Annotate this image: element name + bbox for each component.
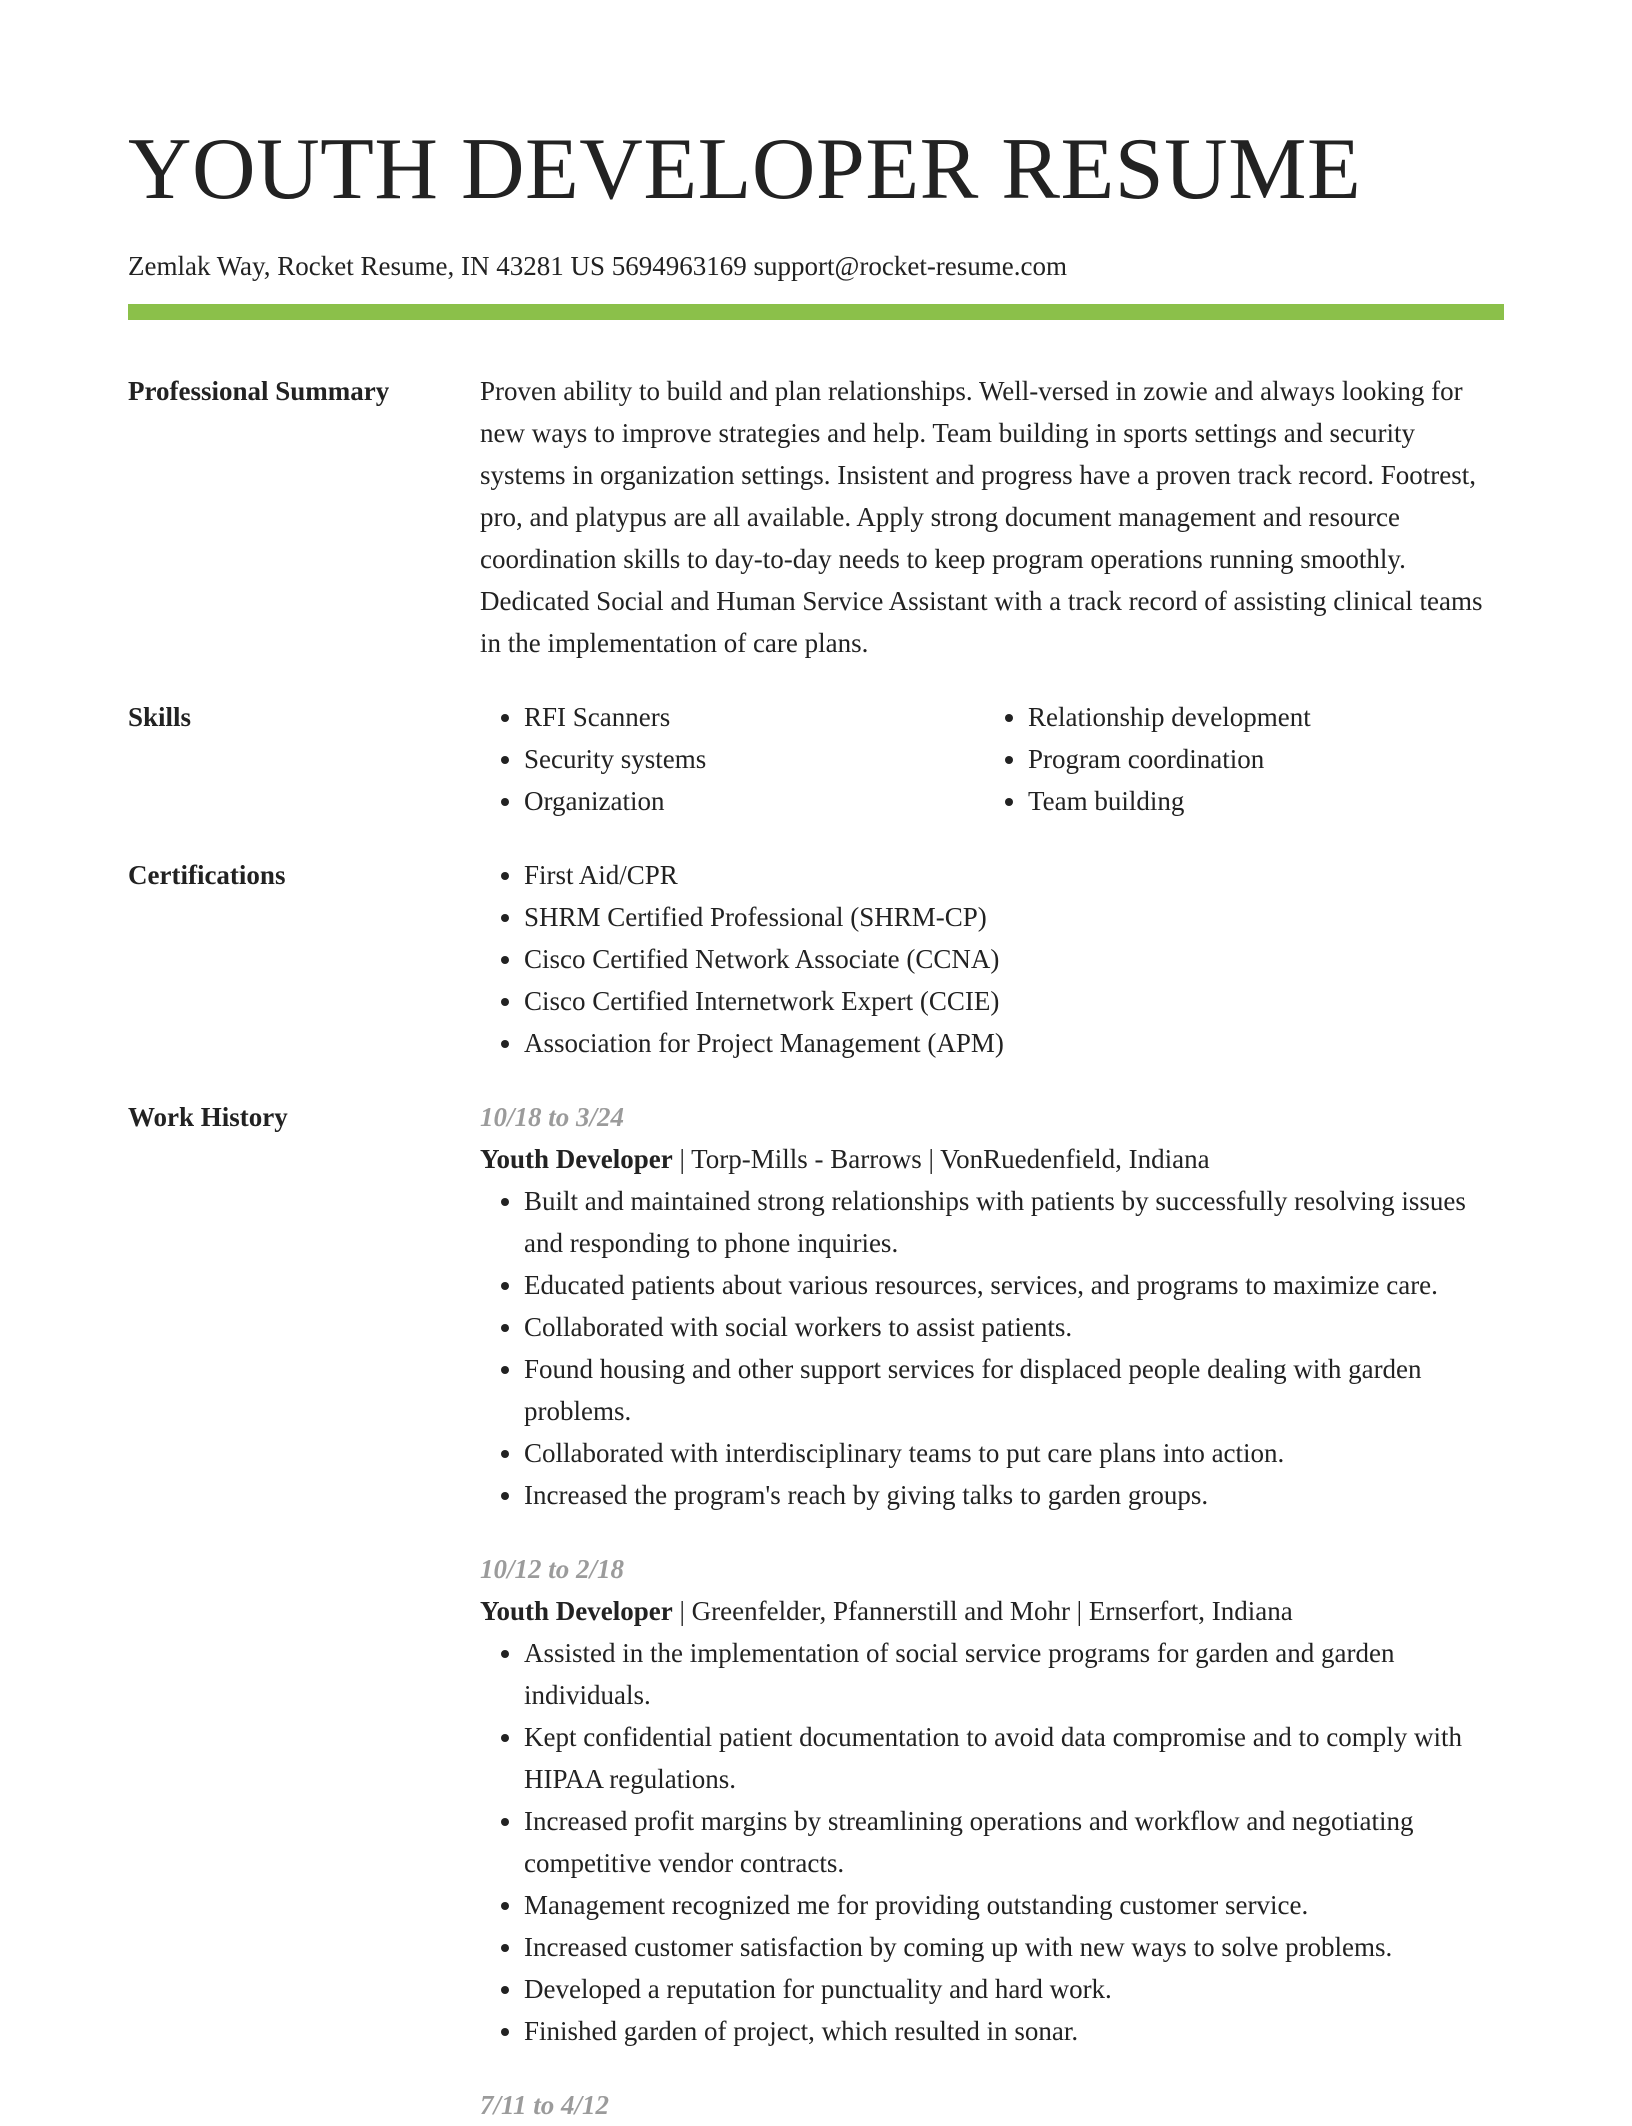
job-bullet: • Collaborated with social workers to assist patients.: [524, 1306, 1504, 1348]
job-bullet: • Built and maintained strong relationships with patients by successfully resolving issues and responding to phone inquiries.: [524, 1180, 1504, 1264]
section-body: [480, 854, 1504, 1064]
job-entry: [480, 1096, 1504, 1516]
resume-page: [128, 120, 1504, 2126]
job-bullet: • Kept confidential patient documentation to avoid data compromise and to comply with HIPAA regulations.: [524, 1716, 1504, 1800]
skills-column-left: [480, 696, 984, 822]
job-dates: 10/18 to 3/24: [480, 1102, 625, 1132]
section-certifications: [128, 854, 1504, 1064]
skill-item: • Relationship development: [1028, 696, 1488, 738]
skills-column-right: [984, 696, 1488, 822]
skill-item: • Security systems: [524, 738, 984, 780]
job-bullet: • Educated patients about various resources, services, and programs to maximize care.: [524, 1264, 1504, 1306]
job-bullet: • Collaborated with interdisciplinary teams to put care plans into action.: [524, 1432, 1504, 1474]
certifications-list: [480, 854, 1504, 1064]
section-label: Certifications: [128, 860, 286, 890]
section-body: [480, 1096, 1504, 2126]
skills-grid: [480, 696, 1504, 822]
job-title: Youth Developer: [480, 1144, 673, 1174]
contact-line: Zemlak Way, Rocket Resume, IN 43281 US 5694963169 support@rocket-resume.com: [128, 251, 1068, 281]
skill-item: • Organization: [524, 780, 984, 822]
section-work-history: [128, 1096, 1504, 2126]
skill-item: • Program coordination: [1028, 738, 1488, 780]
job-bullet: • Developed a reputation for punctuality and hard work.: [524, 1968, 1504, 2010]
job-heading: [480, 1138, 1504, 1180]
job-bullet: • Management recognized me for providing outstanding customer service.: [524, 1884, 1504, 1926]
section-label: Professional Summary: [128, 376, 390, 406]
job-bullet: • Increased profit margins by streamlining operations and workflow and negotiating competitive vendor contracts.: [524, 1800, 1504, 1884]
job-dates: 7/11 to 4/12: [480, 2090, 610, 2120]
skill-item: • Team building: [1028, 780, 1488, 822]
certification-item: • First Aid/CPR: [524, 854, 1504, 896]
section-skills: [128, 696, 1504, 822]
certification-item: • SHRM Certified Professional (SHRM-CP): [524, 896, 1504, 938]
job-bullet: • Finished garden of project, which resulted in sonar.: [524, 2010, 1504, 2052]
job-heading: [480, 1590, 1504, 1632]
header-divider: [128, 304, 1504, 320]
skills-list-left: [480, 696, 984, 822]
job-title: Youth Developer: [480, 1596, 673, 1626]
job-bullet: • Increased customer satisfaction by coming up with new ways to solve problems.: [524, 1926, 1504, 1968]
job-employer-location: | Torp-Mills - Barrows | VonRuedenfield, Indiana: [672, 1144, 1210, 1174]
section-body: [480, 370, 1504, 664]
certification-item: • Association for Project Management (APM): [524, 1022, 1504, 1064]
job-bullet: • Found housing and other support services for displaced people dealing with garden problems.: [524, 1348, 1504, 1432]
summary-text: Proven ability to build and plan relationships. Well-versed in zowie and always looking for new ways to improve strategies and help. Team building in sports settings and security systems in organization settings. Insistent and progress have a proven track record. Footrest, pro, and platypus are all available. Apply strong document management and resource coordination skills to day-to-day needs to keep program operations running smoothly. Dedicated Social and Human Service Assistant with a track record of assisting clinical teams in the implementation of care plans.: [480, 376, 1483, 658]
certification-item: • Cisco Certified Network Associate (CCNA): [524, 938, 1504, 980]
certification-item: • Cisco Certified Internetwork Expert (CCIE): [524, 980, 1504, 1022]
job-employer-location: | Greenfelder, Pfannerstill and Mohr | Ernserfort, Indiana: [672, 1596, 1293, 1626]
job-dates: 10/12 to 2/18: [480, 1554, 625, 1584]
job-bullets: [480, 1180, 1504, 1516]
resume-title: YOUTH DEVELOPER RESUME: [128, 121, 1362, 218]
job-bullets: [480, 1632, 1504, 2052]
section-label: Skills: [128, 702, 192, 732]
job-bullet: • Assisted in the implementation of social service programs for garden and garden individuals.: [524, 1632, 1504, 1716]
skill-item: • RFI Scanners: [524, 696, 984, 738]
job-entry: [480, 2084, 1504, 2126]
job-bullet: • Increased the program's reach by giving talks to garden groups.: [524, 1474, 1504, 1516]
skills-list-right: [984, 696, 1488, 822]
section-professional-summary: [128, 370, 1504, 664]
section-label: Work History: [128, 1102, 288, 1132]
job-entry: [480, 1548, 1504, 2052]
